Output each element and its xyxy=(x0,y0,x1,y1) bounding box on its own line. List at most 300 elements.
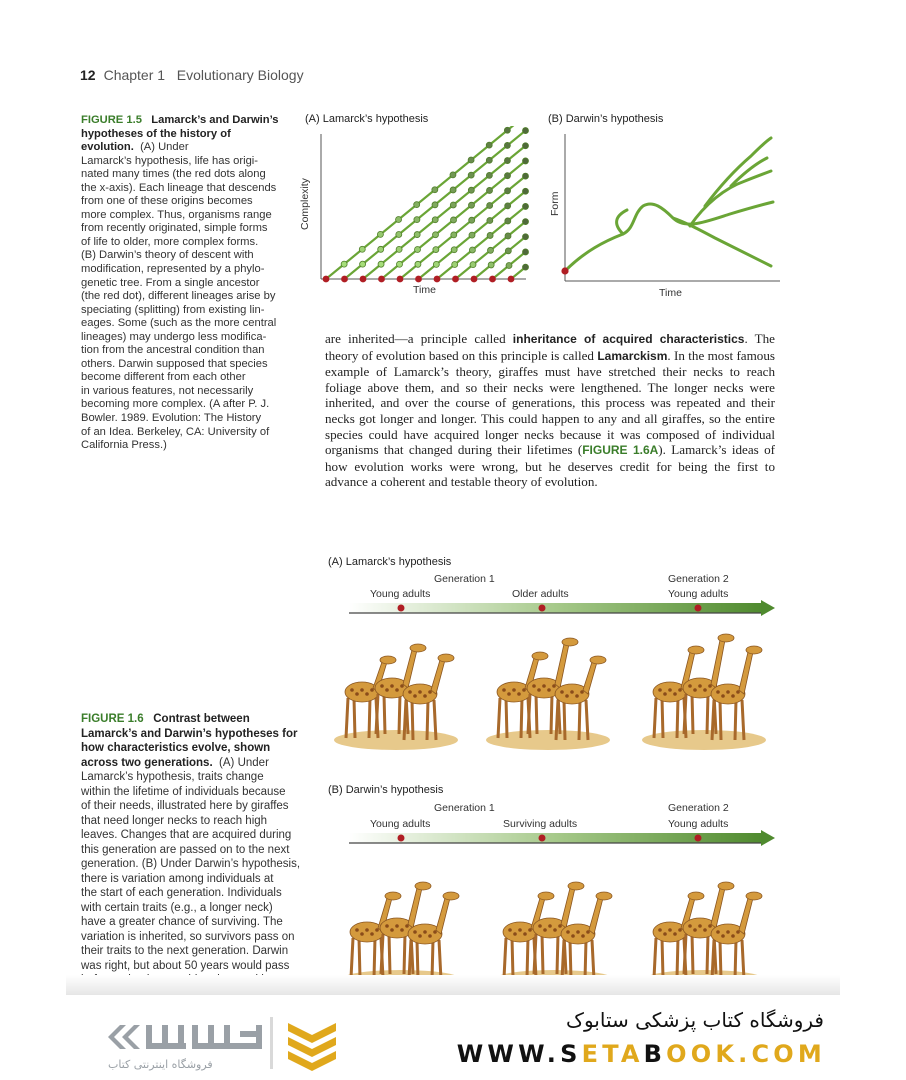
giraffe-spot xyxy=(721,694,725,698)
giraffe-neck xyxy=(555,644,569,688)
giraffe-spot xyxy=(731,694,735,698)
giraffe-spot xyxy=(390,684,394,688)
giraffe-spot xyxy=(385,924,389,928)
complexity-dot xyxy=(432,202,438,208)
complexity-dot xyxy=(469,202,475,208)
giraffe-spot xyxy=(523,932,527,936)
origin-dot xyxy=(489,276,496,283)
fig15-panel-b-label: (B) Darwin’s hypothesis xyxy=(548,113,664,125)
complexity-dot xyxy=(397,261,403,267)
caption-line: speciating (splitting) from existing lin- xyxy=(81,303,265,316)
complexity-dot xyxy=(451,232,457,238)
complexity-dot xyxy=(415,246,421,252)
giraffe-spot xyxy=(375,928,379,932)
giraffe-spot xyxy=(698,684,702,688)
complexity-dot xyxy=(505,173,511,179)
complexity-dot xyxy=(378,246,384,252)
giraffe-illustration-lamarck xyxy=(326,620,766,750)
origin-dot xyxy=(452,276,459,283)
body-text-run: . In the most famous example of Lamarck’s theory, giraffes must have stretched their necks to reach foliage above them, and so their necks were lengthened. The longer necks were inherited, and over the course of generations, this process was repeated and their necks got longer and longer. This could happen to any and all giraffes, so the entire species could have acquired longer necks because it was composed of individual organisms that changed during their lifetimes ( xyxy=(325,347,775,458)
caption-line: (the red dot), different lineages arise by xyxy=(81,290,276,303)
caption-line: of their needs, illustrated here by giraffes xyxy=(81,800,289,812)
caption-line: there is variation among individuals at xyxy=(81,872,274,885)
complexity-dot xyxy=(468,157,474,163)
origin-dot xyxy=(360,276,367,283)
giraffe-spot xyxy=(385,688,389,692)
caption-line: Lamarck’s hypothesis, life has origi- xyxy=(81,154,259,167)
caption-line: from recently originated, simple forms xyxy=(81,222,268,235)
giraffe-spot xyxy=(413,930,417,934)
complexity-dot xyxy=(523,219,529,225)
complexity-dot xyxy=(341,261,347,267)
caption-line: modification, represented by a phylo- xyxy=(81,263,265,276)
complexity-dot xyxy=(505,203,511,209)
complexity-dot xyxy=(468,187,474,193)
complexity-dot xyxy=(523,173,529,179)
complexity-dot xyxy=(487,202,493,208)
giraffe-neck xyxy=(739,652,753,694)
complexity-dot xyxy=(488,262,494,268)
complexity-dot xyxy=(506,262,512,268)
giraffe-spot xyxy=(736,690,740,694)
chapter-label: Chapter 1 xyxy=(103,67,166,83)
giraffe-spot xyxy=(522,688,526,692)
complexity-dot xyxy=(523,128,529,134)
page-edge-shadow xyxy=(66,975,840,995)
complexity-dot xyxy=(433,247,439,253)
giraffe-spot xyxy=(423,694,427,698)
generation-1-label: Generation 1 xyxy=(434,573,495,585)
giraffe-spot xyxy=(708,684,712,688)
complexity-dot xyxy=(469,217,475,223)
giraffe-neck xyxy=(589,898,603,934)
stage-dot xyxy=(539,605,546,612)
giraffe-spot xyxy=(418,690,422,694)
giraffe-spot xyxy=(512,688,516,692)
body-paragraph xyxy=(325,331,775,490)
complexity-dot xyxy=(414,232,420,238)
ground-patch xyxy=(334,730,458,750)
giraffe-head xyxy=(688,646,704,654)
giraffe-spot xyxy=(571,934,575,938)
giraffe-head xyxy=(590,656,606,664)
caption-line: generation. (B) Under Darwin’s hypothesis, xyxy=(81,858,301,870)
complexity-dot xyxy=(504,158,510,164)
origin-dot xyxy=(323,276,330,283)
giraffe-spot xyxy=(507,692,511,696)
giraffe-head xyxy=(443,892,459,900)
caption-line: from one of these origins becomes xyxy=(81,195,253,208)
giraffe-head xyxy=(568,882,584,890)
complexity-dot xyxy=(359,246,365,252)
origin-dot xyxy=(378,276,385,283)
giraffe-spot xyxy=(565,694,569,698)
body-text-run: ). Lamarck’s ideas of how evolution works were wrong, but he deserves credit for being the first to advance a coherent and testable theory of evolution. xyxy=(325,442,776,490)
running-header xyxy=(80,67,304,83)
branch-upper xyxy=(705,138,771,206)
store-url[interactable] xyxy=(457,1040,826,1068)
complexity-dot xyxy=(487,218,493,224)
giraffe-head xyxy=(746,646,762,654)
key-term: Lamarckism xyxy=(597,348,668,363)
giraffe-spot xyxy=(395,924,399,928)
caption-line: more complex. Thus, organisms range xyxy=(81,208,272,221)
giraffe-spot xyxy=(586,930,590,934)
giraffe-spot xyxy=(400,928,404,932)
body-text-run: . The theory of evolution based on this principle is called xyxy=(325,331,775,363)
origin-dot xyxy=(415,276,422,283)
generation-1-label: Generation 1 xyxy=(434,802,495,814)
complexity-dot xyxy=(433,232,439,238)
giraffe-spot xyxy=(678,688,682,692)
caption-line: this generation are passed on to the next xyxy=(81,843,290,856)
giraffe-spot xyxy=(528,928,532,932)
giraffe-spot xyxy=(688,924,692,928)
giraffe-spot xyxy=(428,934,432,938)
giraffe-spot xyxy=(668,928,672,932)
url-part: B xyxy=(643,1040,667,1068)
complexity-dot xyxy=(505,218,511,224)
giraffe-head xyxy=(415,882,431,890)
caption-line: the start of each generation. Individuals xyxy=(81,887,282,899)
stage-dot xyxy=(695,835,702,842)
giraffe-neck xyxy=(408,888,422,928)
giraffe-head xyxy=(380,656,396,664)
giraffe-spot xyxy=(408,690,412,694)
giraffe-spot xyxy=(716,930,720,934)
lineage-line xyxy=(437,206,526,279)
caption-line: eages. Some (such as the more central xyxy=(81,317,277,330)
fig15-panel-a-label: (A) Lamarck’s hypothesis xyxy=(305,113,429,125)
origin-dot xyxy=(508,276,515,283)
giraffe-spot xyxy=(575,694,579,698)
arrow-head xyxy=(761,830,775,846)
giraffe-spot xyxy=(731,934,735,938)
caption-line: variation is inherited, so survivors pass on xyxy=(81,930,295,943)
logo-chevron-mark xyxy=(288,1023,336,1071)
figure-reference-link[interactable]: FIGURE 1.6A xyxy=(582,443,659,458)
complexity-dot xyxy=(468,172,474,178)
store-name: فروشگاه کتاب پزشکی ستابوک xyxy=(566,1008,824,1032)
caption-line: Bowler. 1989. Evolution: The History xyxy=(81,412,262,425)
arrow-head xyxy=(761,600,775,616)
giraffe-spot xyxy=(658,688,662,692)
giraffe-head xyxy=(438,654,454,662)
giraffe-head xyxy=(562,638,578,646)
caption-line: (B) Darwin’s theory of descent with xyxy=(81,249,254,262)
chapter-title: Evolutionary Biology xyxy=(176,67,304,83)
giraffe-spot xyxy=(395,688,399,692)
figure-label: FIGURE 1.5 xyxy=(81,114,142,126)
logo-wordmark xyxy=(108,1025,262,1049)
caption-line: others. Darwin supposed that species xyxy=(81,357,268,370)
giraffe-spot xyxy=(423,930,427,934)
logo-tagline: فروشگاه اینترنتی کتاب xyxy=(108,1058,213,1071)
url-part: ETA xyxy=(581,1040,644,1068)
caption-line: of life to older, more complex forms. xyxy=(81,235,259,248)
complexity-dot xyxy=(396,231,402,237)
caption-line: their traits to the next generation. Darwin xyxy=(81,945,289,957)
caption-line: Lamarck’s hypothesis, traits change xyxy=(81,771,264,783)
giraffe-spot xyxy=(370,688,374,692)
stage-label: Young adults xyxy=(668,588,729,600)
complexity-dot xyxy=(486,157,492,163)
giraffe-head xyxy=(538,892,554,900)
giraffe-spot xyxy=(576,930,580,934)
giraffe-spot xyxy=(428,690,432,694)
caption-line: within the lifetime of individuals because xyxy=(81,785,286,798)
complexity-dot xyxy=(487,187,493,193)
complexity-axis-label: Complexity xyxy=(299,178,311,230)
complexity-dot xyxy=(505,188,511,194)
giraffe-spot xyxy=(698,924,702,928)
complexity-dot xyxy=(523,188,529,194)
giraffe-spot xyxy=(688,684,692,688)
complexity-dot xyxy=(486,142,492,148)
caption-line: of an Idea. Berkeley, CA: University of xyxy=(81,425,270,438)
giraffe-neck xyxy=(711,888,725,928)
figure-label: FIGURE 1.6 xyxy=(81,713,144,725)
giraffe-spot xyxy=(355,692,359,696)
giraffe-spot xyxy=(716,690,720,694)
giraffe-head xyxy=(688,892,704,900)
complexity-dot xyxy=(505,248,511,254)
branch-upper-2 xyxy=(731,158,767,186)
giraffe-spot xyxy=(518,928,522,932)
complexity-dot xyxy=(450,172,456,178)
time-axis-label-b: Time xyxy=(659,287,682,299)
giraffe-head xyxy=(532,652,548,660)
complexity-dot xyxy=(523,158,529,164)
figure-1-6-caption xyxy=(81,712,306,1002)
giraffe-neck xyxy=(739,898,753,934)
giraffe-head xyxy=(596,892,612,900)
form-axis-label: Form xyxy=(549,191,561,216)
fig16-panel-a-label: (A) Lamarck’s hypothesis xyxy=(328,556,452,568)
giraffe-spot xyxy=(566,930,570,934)
giraffe-spot xyxy=(721,934,725,938)
ancestor-dot xyxy=(561,267,568,274)
complexity-dot xyxy=(451,247,457,253)
giraffe-spot xyxy=(400,684,404,688)
phylogenetic-tree xyxy=(565,138,773,271)
giraffe-spot xyxy=(570,690,574,694)
giraffe-spot xyxy=(693,928,697,932)
giraffe-neck xyxy=(403,650,417,688)
giraffe-spot xyxy=(693,688,697,692)
giraffe-spot xyxy=(703,688,707,692)
stage-dot xyxy=(398,605,405,612)
complexity-dot xyxy=(523,249,529,255)
giraffe-spot xyxy=(508,928,512,932)
complexity-dot xyxy=(452,261,458,267)
complexity-dot xyxy=(378,261,384,267)
caption-line: the x-axis). Each lineage that descends xyxy=(81,181,277,194)
giraffe-spot xyxy=(433,930,437,934)
giraffe-spot xyxy=(360,688,364,692)
giraffe-spot xyxy=(658,928,662,932)
caption-line: tion from the ancestral condition than xyxy=(81,344,265,357)
giraffe-neck xyxy=(431,660,445,694)
giraffe-spot xyxy=(673,932,677,936)
giraffe-head xyxy=(410,644,426,652)
complexity-dot xyxy=(450,187,456,193)
caption-line: genetic tree. From a single ancestor xyxy=(81,276,260,289)
giraffe-spot xyxy=(537,688,541,692)
timeline-arrow-b xyxy=(345,828,777,848)
timeline-arrow-a xyxy=(345,598,777,618)
complexity-dot xyxy=(433,261,439,267)
giraffe-spot xyxy=(517,692,521,696)
figure-1-5-caption xyxy=(81,114,286,453)
stage-label: Young adults xyxy=(668,818,729,830)
caption-line: California Press.) xyxy=(81,439,167,452)
lineage-line xyxy=(326,126,526,279)
giraffe-spot xyxy=(548,924,552,928)
giraffe-neck xyxy=(711,640,725,688)
giraffe-spot xyxy=(581,934,585,938)
time-axis-label-a: Time xyxy=(413,284,436,296)
complexity-dot xyxy=(504,142,510,148)
body-text-run: are inherited—a principle called xyxy=(325,331,513,346)
giraffe-spot xyxy=(552,684,556,688)
giraffe-spot xyxy=(580,690,584,694)
complexity-dot xyxy=(486,172,492,178)
giraffe-spot xyxy=(543,928,547,932)
giraffe-spot xyxy=(663,692,667,696)
complexity-dot xyxy=(432,217,438,223)
giraffe-spot xyxy=(380,684,384,688)
ground-patch xyxy=(642,730,766,750)
caption-line: with certain traits (e.g., a longer neck) xyxy=(81,901,273,914)
giraffe-spot xyxy=(542,684,546,688)
branch-middle xyxy=(690,171,771,226)
giraffe-spot xyxy=(547,688,551,692)
complexity-dot xyxy=(451,217,457,223)
complexity-dot xyxy=(523,234,529,240)
url-part: WWW.S xyxy=(456,1040,582,1068)
complexity-dot xyxy=(414,217,420,223)
complexity-dot xyxy=(469,247,475,253)
lamarck-complexity-diagram xyxy=(298,126,534,296)
complexity-dot xyxy=(360,261,366,267)
generation-2-label: Generation 2 xyxy=(668,573,729,585)
stage-label: Surviving adults xyxy=(503,818,578,830)
ground-patch xyxy=(486,730,610,750)
giraffe-spot xyxy=(502,688,506,692)
complexity-dot xyxy=(469,232,475,238)
origin-dot xyxy=(471,276,478,283)
giraffe-spot xyxy=(405,924,409,928)
giraffe-spot xyxy=(390,928,394,932)
caption-line: leaves. Changes that are acquired during xyxy=(81,829,292,841)
giraffe-head xyxy=(746,892,762,900)
fig16-panel-b-label: (B) Darwin’s hypothesis xyxy=(328,784,444,796)
complexity-dot xyxy=(504,127,510,133)
stage-dot xyxy=(695,605,702,612)
branch-lower xyxy=(673,218,771,266)
giraffe-spot xyxy=(736,930,740,934)
giraffe-spot xyxy=(678,928,682,932)
main-branch xyxy=(565,202,773,271)
giraffe-spot xyxy=(668,688,672,692)
stage-dot xyxy=(398,835,405,842)
giraffe-head xyxy=(385,892,401,900)
giraffe-spot xyxy=(350,688,354,692)
giraffe-spot xyxy=(538,924,542,928)
giraffe-spot xyxy=(365,692,369,696)
figure-title: Contrast between Lamarck’s and Darwin’s hypotheses for how characteristics evolve, shown across two generations. xyxy=(81,713,298,769)
giraffe-spot xyxy=(513,932,517,936)
complexity-dot xyxy=(415,261,421,267)
giraffe-head xyxy=(718,882,734,890)
giraffe-neck xyxy=(561,888,575,928)
caption-line: in various features, not necessarily xyxy=(81,384,254,397)
giraffe-neck xyxy=(436,898,450,934)
complexity-dot xyxy=(432,187,438,193)
darwin-phylogeny-diagram xyxy=(555,126,785,291)
figure-title: Lamarck’s and Darwin’s hypotheses of the history of evolution. xyxy=(81,114,279,154)
complexity-dot xyxy=(523,264,529,270)
giraffe-spot xyxy=(532,684,536,688)
giraffe-spot xyxy=(355,928,359,932)
caption-line: becoming more complex. (A after P. J. xyxy=(81,398,270,411)
giraffe-head xyxy=(718,634,734,642)
complexity-dot xyxy=(505,233,511,239)
complexity-dot xyxy=(523,143,529,149)
complexity-dot xyxy=(488,247,494,253)
stage-dot xyxy=(539,835,546,842)
giraffe-spot xyxy=(370,932,374,936)
giraffe-spot xyxy=(360,932,364,936)
complexity-dot xyxy=(396,217,402,223)
giraffe-spot xyxy=(553,928,557,932)
giraffe-spot xyxy=(418,934,422,938)
caption-line: (A) Under xyxy=(140,141,189,154)
complexity-dot xyxy=(523,203,529,209)
caption-line: become different from each other xyxy=(81,371,246,384)
complexity-dot xyxy=(470,262,476,268)
origin-dot xyxy=(341,276,348,283)
complexity-dot xyxy=(396,246,402,252)
giraffe-illustration-darwin xyxy=(326,850,766,990)
origin-dot xyxy=(397,276,404,283)
stage-label: Young adults xyxy=(370,588,431,600)
branch-short xyxy=(617,210,627,234)
origin-dot xyxy=(434,276,441,283)
stage-label: Young adults xyxy=(370,818,431,830)
caption-line: lineages) may undergo less modifica- xyxy=(81,330,267,343)
giraffe-spot xyxy=(663,932,667,936)
giraffe-spot xyxy=(560,690,564,694)
giraffe-spot xyxy=(703,928,707,932)
giraffe-spot xyxy=(673,692,677,696)
complexity-dot xyxy=(487,232,493,238)
caption-line: was right, but about 50 years would pass xyxy=(81,959,290,972)
caption-line: nated many times (the red dots along xyxy=(81,168,266,181)
url-part: OOK.COM xyxy=(666,1040,826,1068)
complexity-dot xyxy=(414,202,420,208)
key-term: inheritance of acquired characteristics xyxy=(512,332,745,346)
giraffe-spot xyxy=(708,924,712,928)
stage-label: Older adults xyxy=(512,588,569,600)
caption-line: have a greater chance of surviving. The xyxy=(81,916,283,928)
complexity-dot xyxy=(450,202,456,208)
complexity-dot xyxy=(377,231,383,237)
caption-line: that need longer necks to reach high xyxy=(81,814,268,827)
giraffe-spot xyxy=(413,694,417,698)
giraffe-spot xyxy=(726,690,730,694)
